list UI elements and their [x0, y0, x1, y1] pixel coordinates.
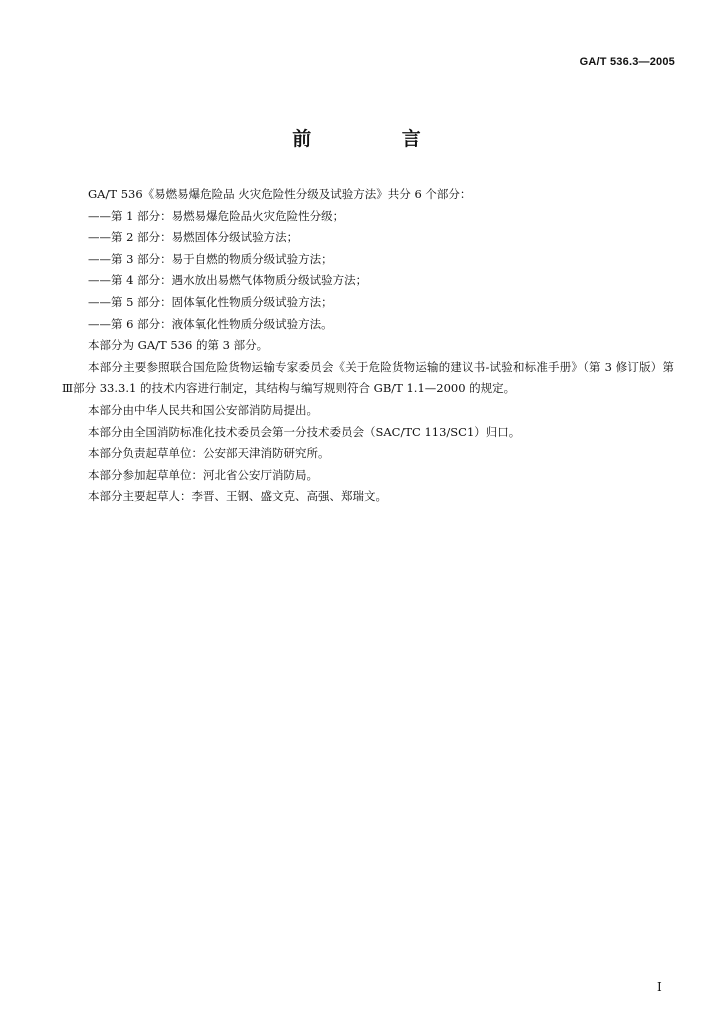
list-item-part-4: ——第 4 部分：遇水放出易燃气体物质分级试验方法； — [88, 273, 368, 288]
paragraph-intro: GA/T 536《易燃易爆危险品 火灾危险性分级及试验方法》共分 6 个部分： — [88, 187, 472, 201]
list-item-part-3: ——第 3 部分：易于自燃的物质分级试验方法； — [88, 251, 333, 266]
foreword-body — [62, 184, 674, 508]
list-item-part-1: ——第 1 部分：易燃易爆危险品火灾危险性分级； — [88, 208, 345, 223]
paragraph-drafters: 本部分主要起草人：李晋、王钢、盛文克、高强、郑瑞文。 — [88, 489, 387, 504]
page-number: I — [657, 980, 662, 994]
paragraph-this-part: 本部分为 GA/T 536 的第 3 部分。 — [88, 338, 269, 353]
paragraph-proposed-by: 本部分由中华人民共和国公安部消防局提出。 — [88, 402, 318, 417]
paragraph-administered-by: 本部分由全国消防标准化技术委员会第一分技术委员会（SAC/TC 113/SC1）归口。 — [88, 424, 521, 439]
list-item-part-5: ——第 5 部分：固体氧化性物质分级试验方法； — [88, 294, 333, 309]
list-item-part-2: ——第 2 部分：易燃固体分级试验方法； — [88, 230, 299, 245]
paragraph-reference: 本部分主要参照联合国危险货物运输专家委员会《关于危险货物运输的建议书-试验和标准手册》（第 3 修订版）第Ⅲ部分 33.3.1 的技术内容进行制定，其结构与编写规则符合 GB/T 1.1—2000 的规定。 — [62, 359, 674, 396]
page-title: 前 言 — [292, 128, 463, 150]
paragraph-participating-unit: 本部分参加起草单位：河北省公安厅消防局。 — [88, 467, 318, 482]
standard-code-header: GA/T 536.3—2005 — [579, 56, 675, 68]
paragraph-drafting-unit: 本部分负责起草单位：公安部天津消防研究所。 — [88, 446, 330, 461]
list-item-part-6: ——第 6 部分：液体氧化性物质分级试验方法。 — [88, 316, 333, 331]
